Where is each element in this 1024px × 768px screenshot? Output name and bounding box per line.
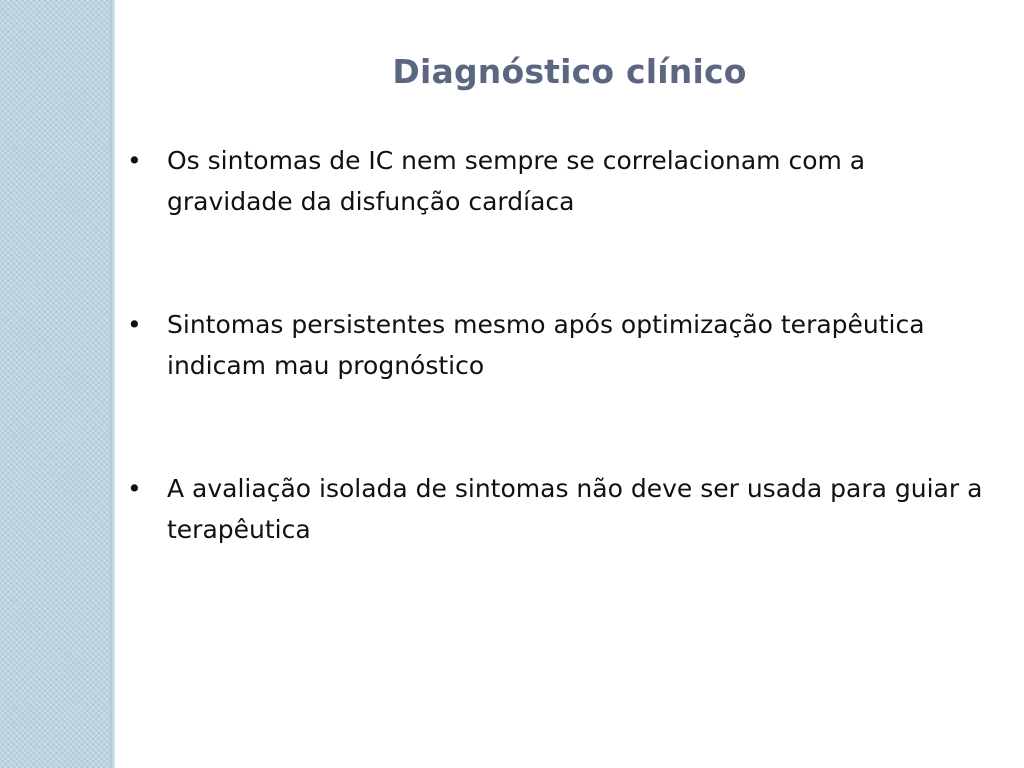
bullet-item: [125, 304, 985, 386]
bullet-text: Os sintomas de IC nem sempre se correlacionam com a gravidade da disfunção cardíaca: [167, 146, 866, 216]
bullet-marker: •: [127, 146, 142, 175]
bullet-text: A avaliação isolada de sintomas não deve ser usada para guiar a terapêutica: [167, 474, 983, 544]
bullet-text: Sintomas persistentes mesmo após optimização terapêutica indicam mau prognóstico: [167, 310, 925, 380]
bullet-item: [125, 140, 985, 222]
slide-title: Diagnóstico clínico: [392, 52, 747, 91]
decorative-side-band: [0, 0, 110, 768]
bullet-item: [125, 468, 985, 550]
bullet-marker: •: [127, 310, 142, 339]
bullet-list: [125, 140, 985, 550]
bullet-marker: •: [127, 474, 142, 503]
side-band-edge: [110, 0, 115, 768]
